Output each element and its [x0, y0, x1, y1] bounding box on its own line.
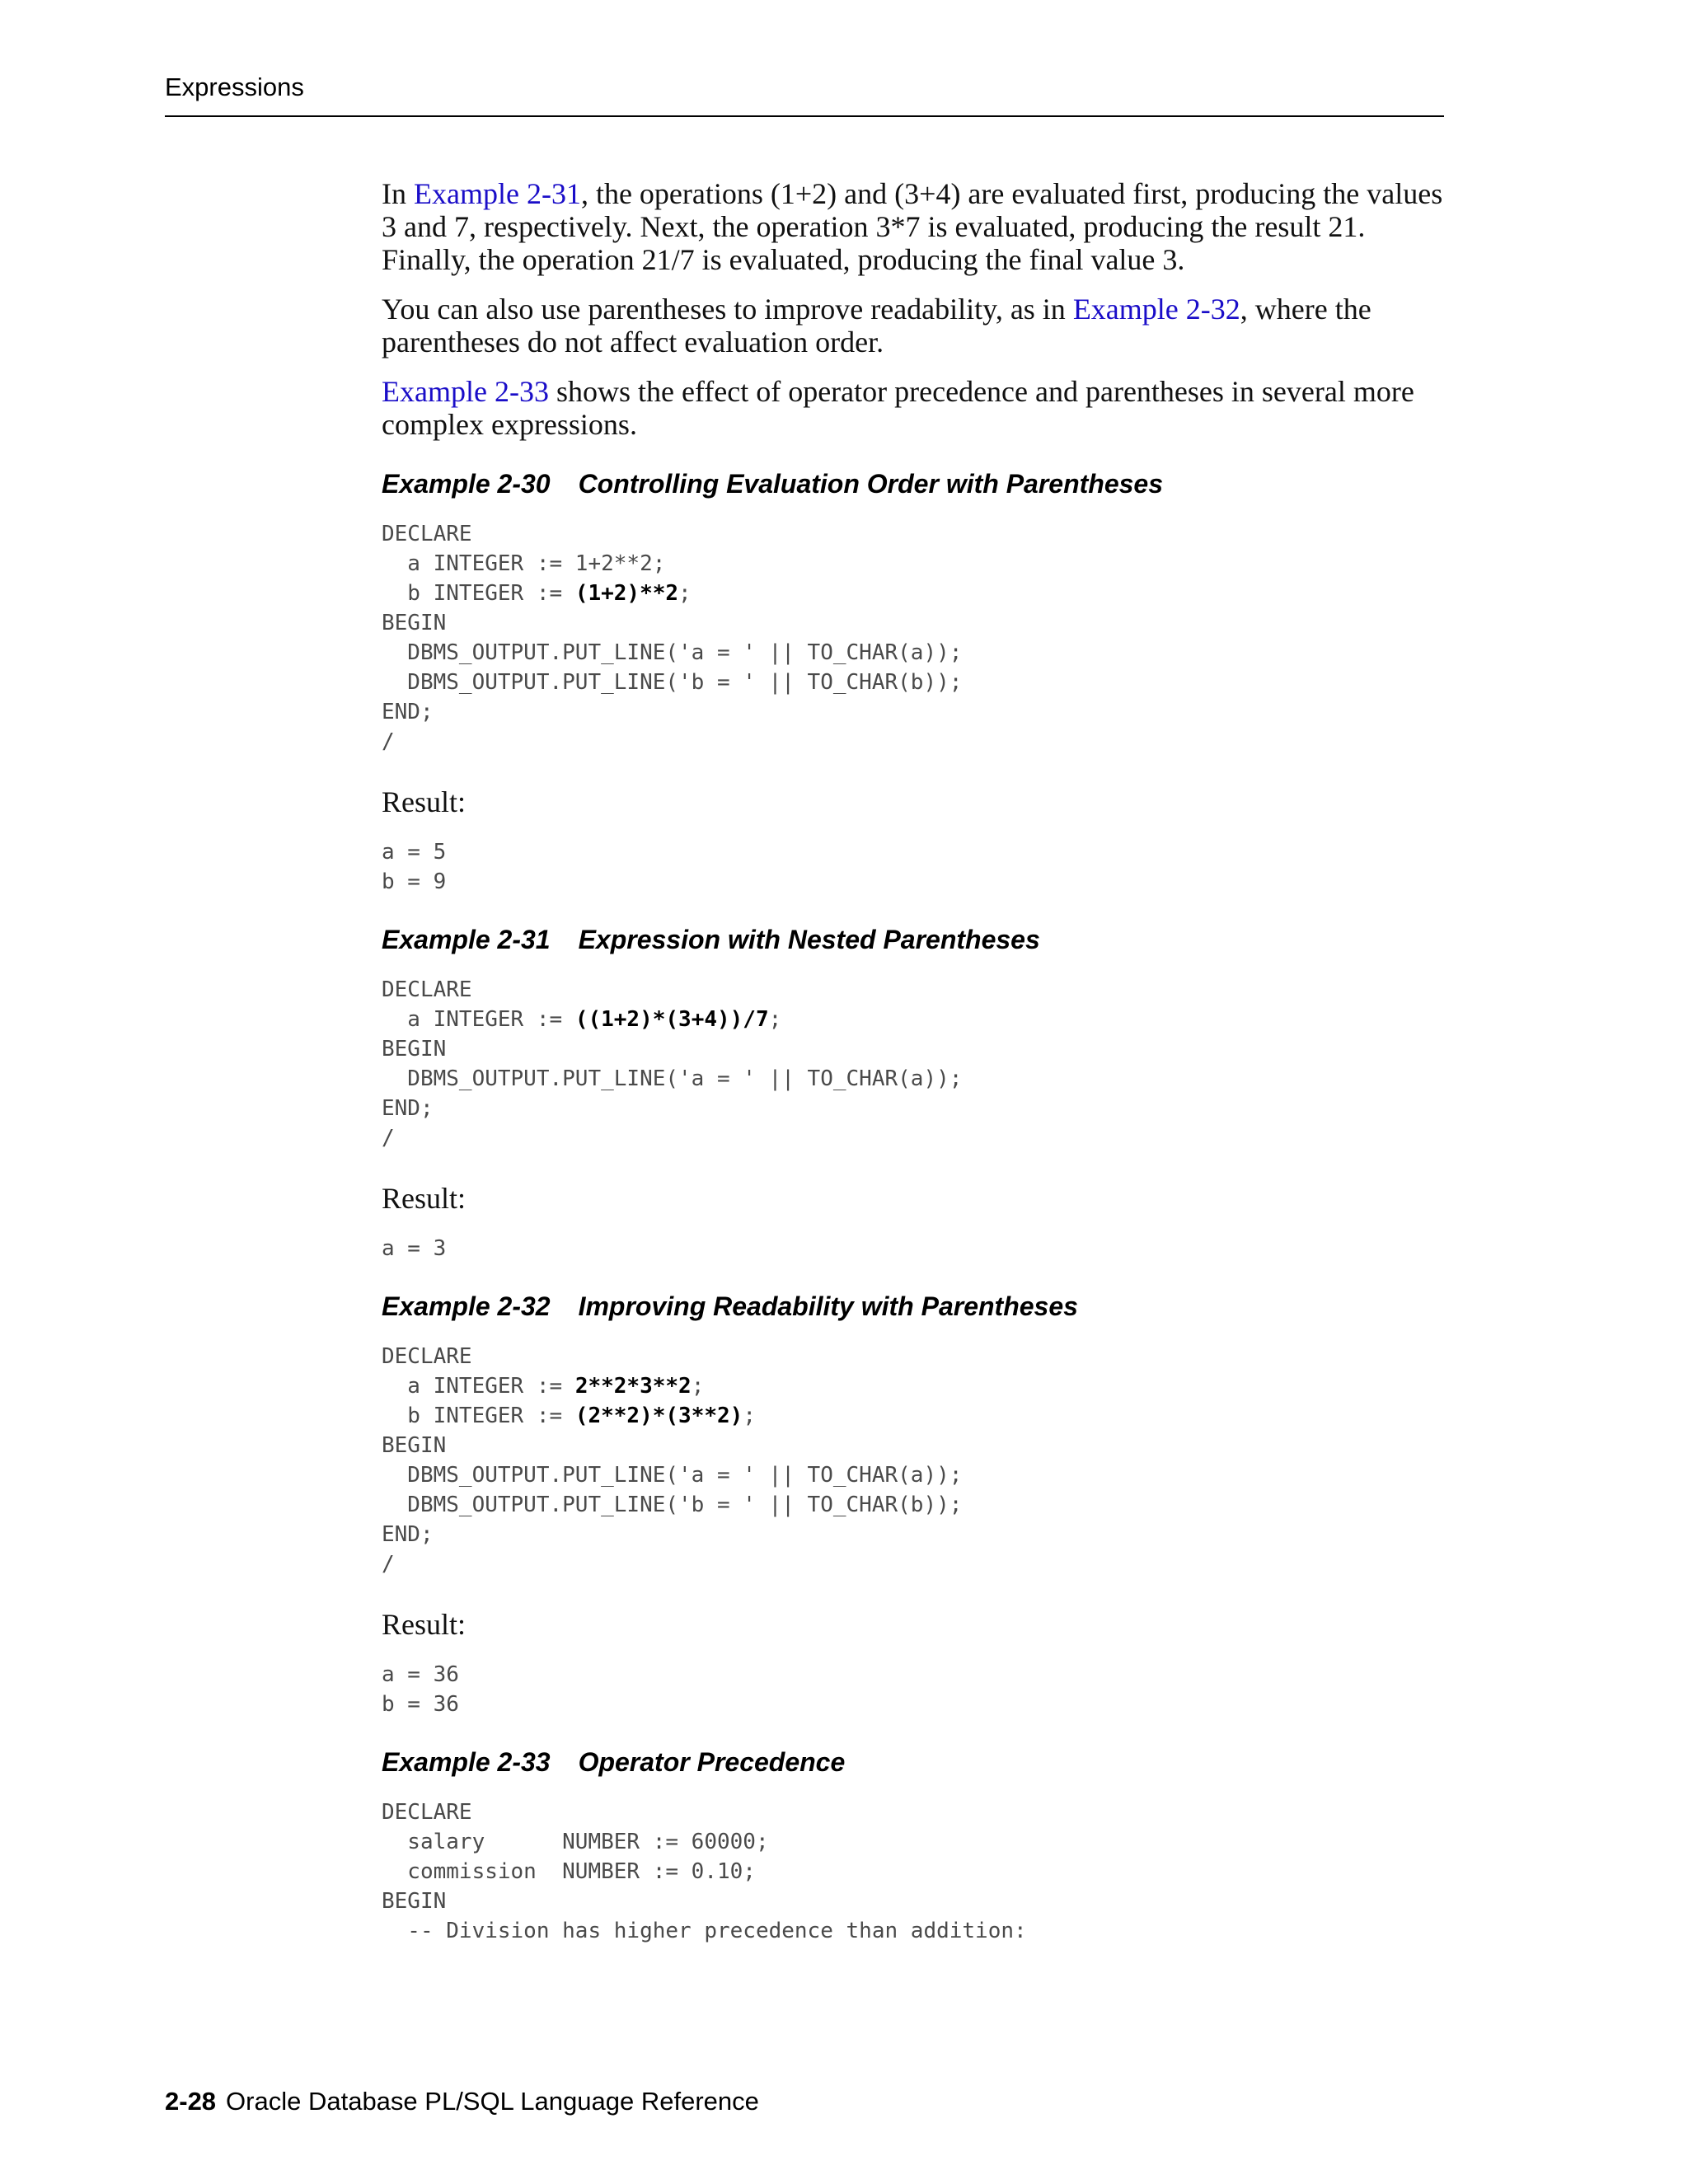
code-line: DBMS_OUTPUT.PUT_LINE('b = ' || TO_CHAR(b));	[382, 1493, 963, 1517]
result-label: Result:	[382, 1182, 467, 1215]
code-segment: a INTEGER :=	[382, 1007, 575, 1032]
link-example-2-31[interactable]: Example 2-31	[414, 177, 581, 210]
code-line: /	[382, 729, 395, 754]
code-line: DBMS_OUTPUT.PUT_LINE('b = ' || TO_CHAR(b));	[382, 670, 963, 695]
code-line: commission NUMBER := 0.10;	[382, 1859, 756, 1884]
code-line: BEGIN	[382, 1037, 447, 1062]
book-title: Oracle Database PL/SQL Language Reference	[226, 2087, 759, 2116]
example-2-32-code	[382, 1342, 1453, 1579]
code-emphasis: ((1+2)*(3+4))/7	[574, 1007, 769, 1032]
code-segment: ;	[691, 1374, 705, 1399]
example-2-30-result	[382, 837, 1453, 897]
code-segment: ;	[768, 1007, 782, 1032]
code-line: DECLARE	[382, 1344, 472, 1369]
result-label: Result:	[382, 785, 467, 818]
code-line: END;	[382, 700, 434, 724]
code-line: DECLARE	[382, 977, 472, 1002]
example-2-30-code	[382, 519, 1453, 757]
code-emphasis: (2**2)*(3**2)	[574, 1404, 743, 1428]
result-label: Result:	[382, 1608, 467, 1641]
paragraph-1-pre: In	[382, 177, 414, 210]
example-2-31-code	[382, 975, 1453, 1153]
code-segment: ;	[743, 1404, 756, 1428]
result-line: b = 9	[382, 869, 447, 894]
code-emphasis: 2**2*3**2	[574, 1374, 692, 1399]
paragraph-2	[382, 293, 1453, 359]
header-rule	[165, 115, 1444, 117]
main-content	[382, 177, 1453, 1946]
code-line	[382, 1401, 1453, 1431]
code-line: DBMS_OUTPUT.PUT_LINE('a = ' || TO_CHAR(a));	[382, 640, 963, 665]
page-footer	[165, 2087, 759, 2116]
code-segment: a INTEGER :=	[382, 1374, 575, 1399]
example-2-31-result	[382, 1234, 1453, 1263]
paragraph-3-post: shows the effect of operator precedence and parentheses in several more complex expressions.	[382, 375, 1414, 441]
result-line: a = 5	[382, 840, 447, 865]
code-line: DECLARE	[382, 1800, 472, 1825]
example-2-32-heading	[382, 1291, 1453, 1322]
example-2-31-heading	[382, 925, 1453, 955]
code-line	[382, 1371, 1453, 1401]
paragraph-2-pre: You can also use parentheses to improve readability, as in	[382, 293, 1073, 326]
code-line: END;	[382, 1096, 434, 1121]
code-line: BEGIN	[382, 1433, 447, 1458]
running-head: Expressions	[165, 73, 304, 101]
code-line: -- Division has higher precedence than addition:	[382, 1919, 1027, 1943]
page-number: 2-28	[165, 2087, 217, 2116]
code-line: BEGIN	[382, 611, 447, 635]
link-example-2-32[interactable]: Example 2-32	[1072, 293, 1240, 326]
code-segment: b INTEGER :=	[382, 1404, 575, 1428]
example-2-32-title: Improving Readability with Parentheses	[578, 1291, 1078, 1321]
code-line: /	[382, 1126, 395, 1151]
code-line	[382, 579, 1453, 608]
example-2-32-number: Example 2-32	[382, 1291, 551, 1321]
link-example-2-33[interactable]: Example 2-33	[382, 375, 549, 408]
code-emphasis: (1+2)**2	[574, 581, 679, 606]
result-line: a = 3	[382, 1236, 447, 1261]
example-2-30-title: Controlling Evaluation Order with Parentheses	[578, 469, 1164, 499]
code-segment: ;	[678, 581, 692, 606]
code-line: DBMS_OUTPUT.PUT_LINE('a = ' || TO_CHAR(a));	[382, 1463, 963, 1488]
code-line: a INTEGER := 1+2**2;	[382, 551, 666, 576]
paragraph-1-post: , the operations (1+2) and (3+4) are evaluated first, producing the values 3 and 7, respectively. Next, the operation 3*7 is evaluated, producing the result 21. Finally, the operation 21/7 is evaluated, producing the final value 3.	[382, 177, 1443, 276]
code-line: END;	[382, 1522, 434, 1547]
paragraph-2-post: , where the parentheses do not affect evaluation order.	[382, 293, 1372, 359]
paragraph-3	[382, 375, 1453, 441]
code-line: salary NUMBER := 60000;	[382, 1830, 769, 1854]
result-line: a = 36	[382, 1662, 459, 1687]
example-2-31-number: Example 2-31	[382, 925, 551, 954]
example-2-33-number: Example 2-33	[382, 1747, 551, 1777]
example-2-33-heading	[382, 1747, 1453, 1778]
code-line: DECLARE	[382, 522, 472, 546]
code-line: /	[382, 1552, 395, 1577]
example-2-32-result	[382, 1660, 1453, 1719]
code-line	[382, 1005, 1453, 1034]
code-line: DBMS_OUTPUT.PUT_LINE('a = ' || TO_CHAR(a));	[382, 1066, 963, 1091]
paragraph-1	[382, 177, 1453, 276]
example-2-31-title: Expression with Nested Parentheses	[578, 925, 1040, 954]
example-2-33-title: Operator Precedence	[578, 1747, 846, 1777]
code-line: BEGIN	[382, 1889, 447, 1914]
example-2-30-number: Example 2-30	[382, 469, 551, 499]
result-line: b = 36	[382, 1692, 459, 1717]
code-segment: b INTEGER :=	[382, 581, 575, 606]
example-2-33-code	[382, 1797, 1453, 1946]
example-2-30-heading	[382, 469, 1453, 499]
